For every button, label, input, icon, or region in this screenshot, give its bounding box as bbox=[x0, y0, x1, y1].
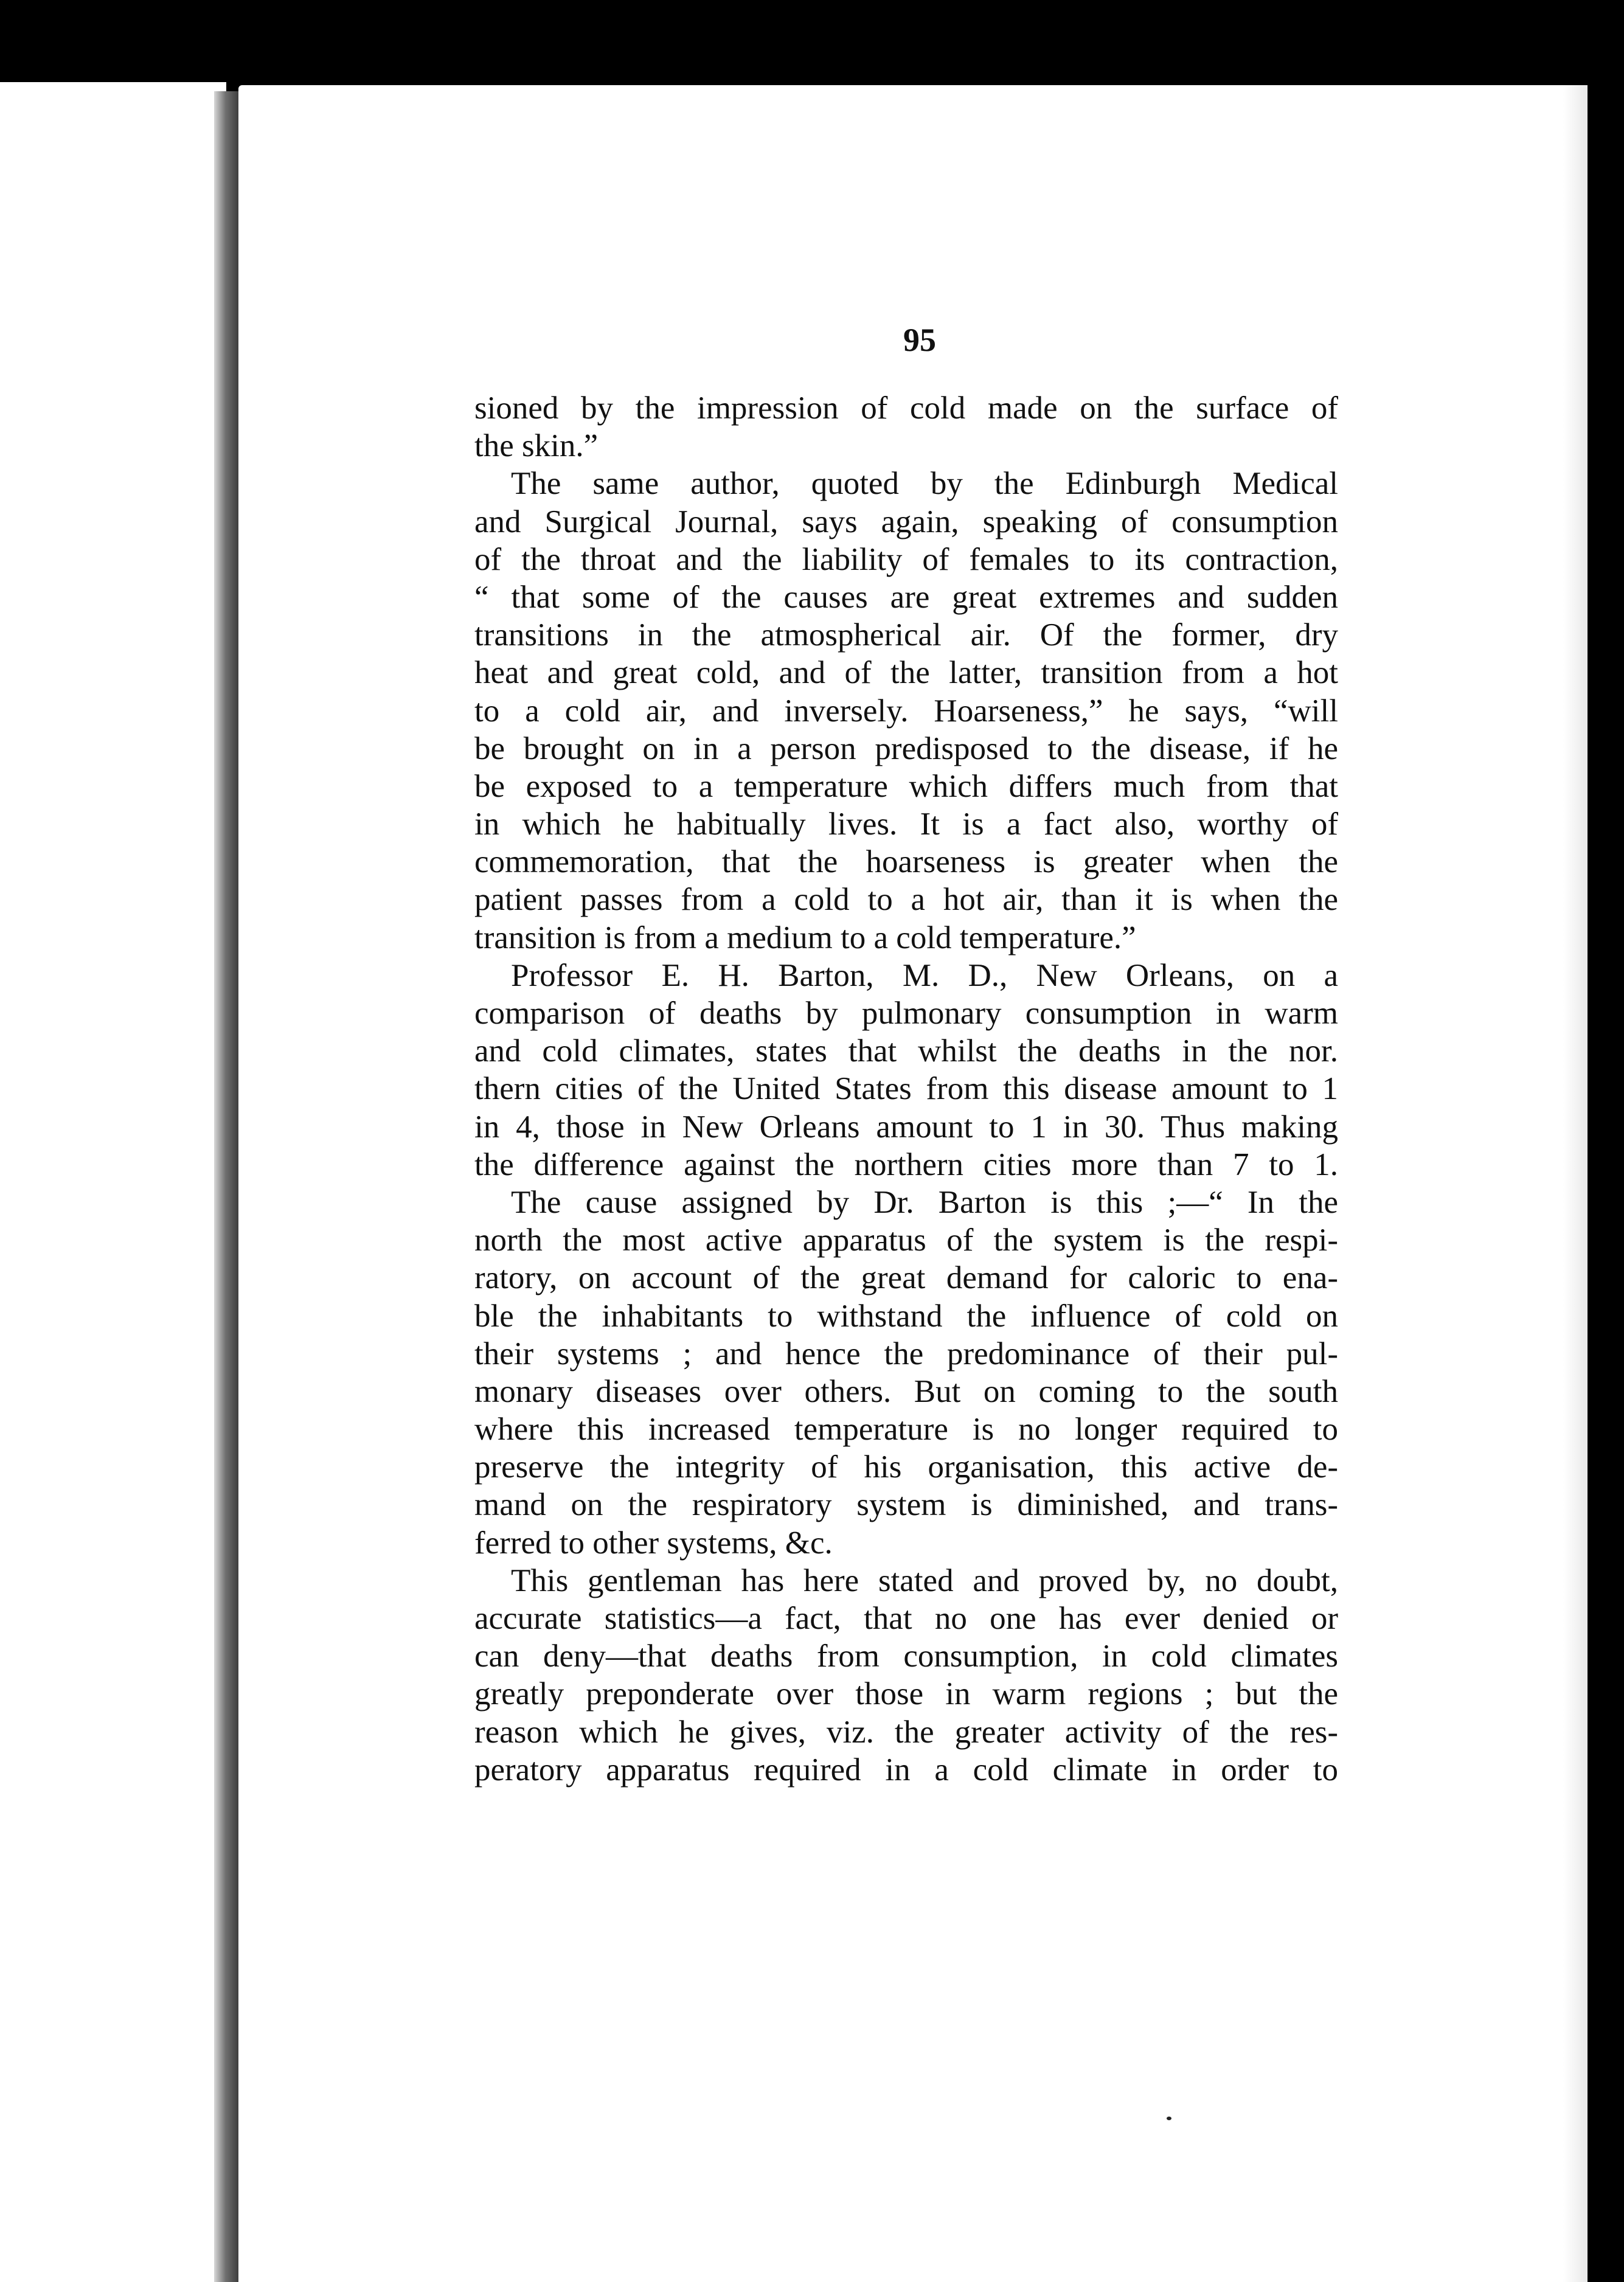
text-line: “ that some of the causes are great extremes and sudden bbox=[474, 579, 1338, 615]
text-line: heat and great cold, and of the latter, transition from a hot bbox=[474, 655, 1338, 691]
text-line: peratory apparatus required in a cold climate in order to bbox=[474, 1752, 1338, 1788]
text-line: The cause assigned by Dr. Barton is this ;—“ In the bbox=[511, 1184, 1338, 1220]
text-line: in 4, those in New Orleans amount to 1 in 30. Thus making bbox=[474, 1109, 1338, 1145]
page-edge-shade bbox=[1563, 85, 1588, 2282]
text-line: transitions in the atmospherical air. Of the former, dry bbox=[474, 617, 1338, 653]
facing-page-edge bbox=[0, 82, 226, 2282]
text-line: can deny—that deaths from consumption, in cold climates bbox=[474, 1639, 1338, 1674]
text-line: preserve the integrity of his organisation, this active de- bbox=[474, 1449, 1338, 1485]
text-line: and cold climates, states that whilst the deaths in the nor. bbox=[474, 1033, 1338, 1069]
text-line: where this increased temperature is no longer required to bbox=[474, 1412, 1338, 1448]
text-line: be exposed to a temperature which differs much from that bbox=[474, 768, 1338, 804]
page-number: 95 bbox=[903, 322, 936, 358]
text-line: ferred to other systems, &c. bbox=[474, 1525, 833, 1561]
ink-speck bbox=[1167, 2117, 1171, 2120]
text-line: This gentleman has here stated and proved by, no doubt, bbox=[511, 1562, 1338, 1598]
text-line: in which he habitually lives. It is a fact also, worthy of bbox=[474, 806, 1338, 842]
text-line: ratory, on account of the great demand for caloric to ena- bbox=[474, 1260, 1338, 1296]
text-line: be brought on in a person predisposed to the disease, if he bbox=[474, 730, 1338, 766]
text-line: and Surgical Journal, says again, speaking of consumption bbox=[474, 504, 1338, 539]
book-page bbox=[238, 85, 1588, 2282]
text-line: greatly preponderate over those in warm regions ; but the bbox=[474, 1676, 1338, 1712]
text-line: reason which he gives, viz. the greater activity of the res- bbox=[474, 1714, 1338, 1750]
text-line: mand on the respiratory system is diminished, and trans- bbox=[474, 1487, 1338, 1523]
book-gutter-shadow bbox=[214, 91, 240, 2282]
text-line: the difference against the northern cities more than 7 to 1. bbox=[474, 1146, 1338, 1182]
text-line: commemoration, that the hoarseness is greater when the bbox=[474, 844, 1338, 880]
text-line: ble the inhabitants to withstand the influence of cold on bbox=[474, 1298, 1338, 1334]
text-line: accurate statistics—a fact, that no one has ever denied or bbox=[474, 1601, 1338, 1636]
text-line: their systems ; and hence the predominance of their pul- bbox=[474, 1336, 1338, 1372]
text-line: comparison of deaths by pulmonary consumption in warm bbox=[474, 996, 1338, 1031]
text-line: sioned by the impression of cold made on the surface of bbox=[474, 390, 1338, 426]
text-line: monary diseases over others. But on coming to the south bbox=[474, 1373, 1338, 1409]
text-line: Professor E. H. Barton, M. D., New Orleans, on a bbox=[511, 957, 1338, 993]
text-line: the skin.” bbox=[474, 428, 599, 464]
text-line: of the throat and the liability of females to its contraction, bbox=[474, 541, 1338, 577]
text-line: The same author, quoted by the Edinburgh Medical bbox=[511, 466, 1338, 502]
text-line: north the most active apparatus of the system is the respi- bbox=[474, 1222, 1338, 1258]
body-text bbox=[474, 389, 1338, 1789]
text-line: to a cold air, and inversely. Hoarseness,” he says, “will bbox=[474, 693, 1338, 729]
text-line: transition is from a medium to a cold temperature.” bbox=[474, 920, 1136, 955]
text-line: patient passes from a cold to a hot air, than it is when the bbox=[474, 882, 1338, 918]
text-line: thern cities of the United States from this disease amount to 1 bbox=[474, 1071, 1338, 1107]
